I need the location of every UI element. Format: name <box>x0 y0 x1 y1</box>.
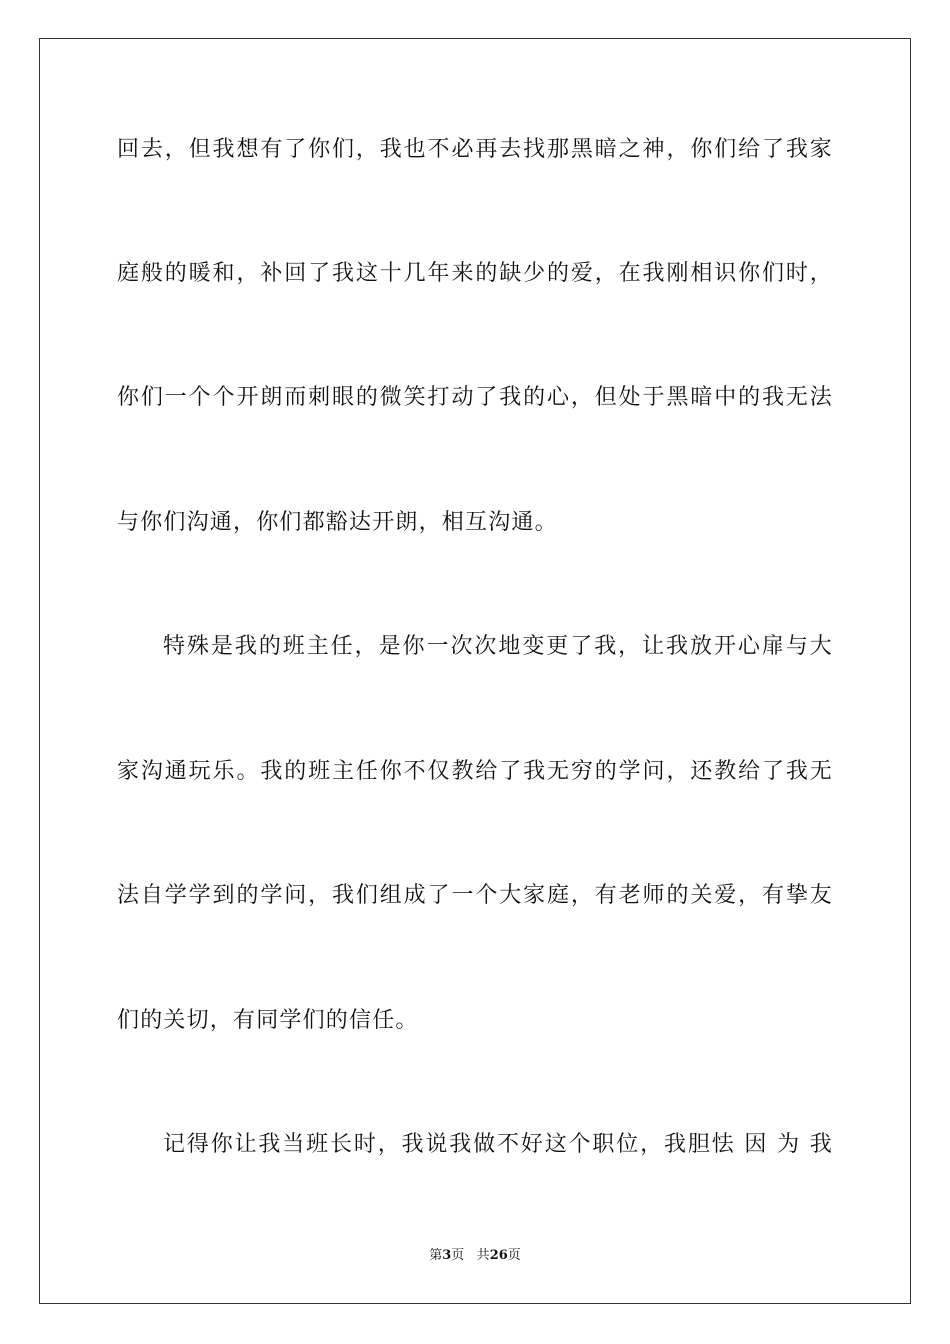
paragraph-line: 庭般的暖和，补回了我这十几年来的缺少的爱，在我刚相识你们时， <box>117 261 833 286</box>
paragraph-line: 与你们沟通，你们都豁达开朗，相互沟通。 <box>117 510 558 535</box>
page-footer <box>0 1247 950 1265</box>
page-border <box>39 38 911 1304</box>
paragraph-line: 法自学学到的学问，我们组成了一个大家庭，有老师的关爱，有挚友 <box>117 883 833 908</box>
paragraph-line: 们的关切，有同学们的信任。 <box>117 1008 419 1033</box>
paragraph-line: 回去，但我想有了你们，我也不必再去找那黑暗之神，你们给了我家 <box>117 137 833 162</box>
total-prefix: 共 <box>476 1248 490 1263</box>
page-suffix: 页 <box>451 1248 465 1263</box>
paragraph-line: 家沟通玩乐。我的班主任你不仅教给了我无穷的学问，还教给了我无 <box>117 759 833 784</box>
total-pages: 26 <box>489 1248 508 1263</box>
page-prefix: 第 <box>429 1248 443 1263</box>
total-suffix: 页 <box>507 1248 521 1263</box>
paragraph-line: 特殊是我的班主任，是你一次次地变更了我，让我放开心扉与大 <box>163 634 833 659</box>
paragraph-line: 你们一个个开朗而刺眼的微笑打动了我的心，但处于黑暗中的我无法 <box>117 385 833 410</box>
page-number: 3 <box>442 1248 452 1263</box>
paragraph-line: 记得你让我当班长时，我说我做不好这个职位，我胆怯 因 为 我 <box>163 1132 833 1157</box>
